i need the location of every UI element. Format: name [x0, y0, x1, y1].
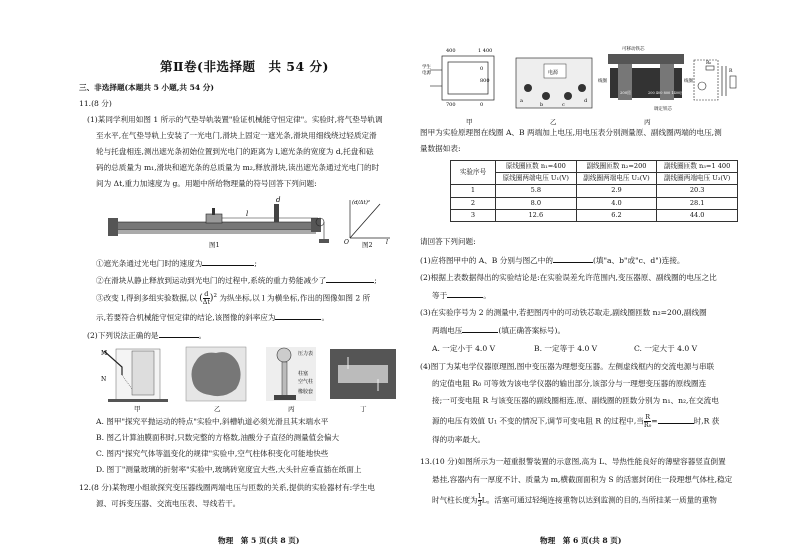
table-row: 3 12.6 6.2 44.0 — [451, 209, 738, 221]
footer-left: 物理 第 5 页(共 8 页) — [218, 536, 300, 545]
svg-text:b: b — [540, 102, 544, 108]
option-d: D. 图丁"测量玻璃的折射率"实验中,玻璃砖宽度宜大些,大头针应垂直插在纸面上 — [96, 465, 362, 474]
question-2-cont: 等于 。 — [432, 291, 491, 300]
picture-ding — [330, 349, 396, 413]
svg-text:调定铁芯: 调定铁芯 — [654, 107, 672, 112]
q11-text-2: 至水平,在气垫导轨上安装了一光电门,滑块上固定一遮光条,滑块用细线绕过轻质定滑 — [96, 131, 377, 140]
table-header: 实验序号 — [451, 161, 496, 185]
svg-text:压力表: 压力表 — [298, 351, 314, 357]
picture-bing — [266, 347, 316, 413]
svg-text:乙: 乙 — [550, 118, 557, 126]
fig1-caption: 图1 — [209, 241, 220, 249]
question-13: 13.(10 分)如图所示为一超重报警装置的示意图,高为 L、导热性能良好的薄壁容器竖直倒置 — [420, 457, 726, 466]
svg-text:M: M — [101, 350, 108, 357]
question-4-line-5: 得的功率最大。 — [432, 435, 486, 444]
figure-ding — [694, 60, 736, 100]
question-4-line-2: 的定值电阻 R₀ 可等效为该电学仪器的输出部分,该部分与一理想变压器的原线圈连 — [432, 379, 707, 388]
answer-blank[interactable] — [202, 257, 254, 266]
svg-text:丁: 丁 — [360, 405, 367, 413]
svg-text:a: a — [520, 98, 523, 104]
q11-heading: 11.(8 分) — [79, 99, 112, 108]
q11-text-4: 码的总质量为 m₁,滑块和遮光条的总质量为 m₂,释放滑块,读出遮光条通过光电门的时 — [96, 163, 380, 172]
svg-text:电源: 电源 — [422, 71, 431, 76]
q11-item-3-cont: 示,若要符合机械能守恒定律的结论,该图像的斜率应为 。 — [96, 313, 330, 322]
svg-text:空气柱: 空气柱 — [298, 379, 314, 385]
table-subheader: 副线圈两端电压 U₂(V) — [576, 173, 657, 185]
option-b: B. 图乙计算油膜面积时,只数完整的方格数,油酸分子直径的测量值会偏大 — [96, 433, 340, 442]
answer-blank[interactable] — [326, 274, 374, 283]
q11-item-3: ③改变 l,得到多组实验数据,以 ( $\frac{d}{\Delta t}$ )$^2$ 为纵坐标,以 l 为横坐标,作出的图像如图 2 所 — [96, 290, 371, 307]
picture-jia — [101, 349, 168, 413]
svg-text:N: N — [101, 376, 107, 383]
svg-text:1 400: 1 400 — [478, 48, 493, 54]
table-row: 2 8.0 4.0 28.1 — [451, 197, 738, 209]
svg-text:0: 0 — [480, 66, 484, 72]
intro-text-2: 量数据如表: — [420, 144, 461, 153]
svg-text:丙: 丙 — [288, 405, 295, 413]
answer-blank[interactable] — [159, 329, 199, 338]
svg-text:R₀: R₀ — [706, 61, 712, 66]
fig2-origin: O — [344, 239, 349, 244]
answer-blank[interactable] — [462, 324, 498, 333]
q11-item-2: ②在滑块从静止释放到运动到光电门的过程中,系统的重力势能减少了 ; — [96, 276, 377, 285]
svg-text:线圈: 线圈 — [598, 79, 607, 84]
svg-text:c: c — [562, 102, 565, 108]
air-track-figure — [96, 194, 336, 246]
experiment-pictures — [98, 345, 398, 413]
graph-figure — [342, 196, 392, 244]
svg-text:柱塞: 柱塞 — [298, 371, 309, 377]
option-c: C. 图丙"探究气体等温变化的规律"实验中,空气柱体积变化可能地快些 — [96, 449, 329, 458]
fraction-d-over-dt: $\frac{d}{\Delta t}$ — [202, 290, 210, 307]
svg-text:线圈: 线圈 — [684, 79, 693, 84]
svg-text:700: 700 — [446, 102, 456, 108]
question-13-line-2: 悬挂,容器内有一厚度不计、质量为 m,横截面面积为 S 的活塞封闭住一段理想气体柱,稳定 — [432, 475, 733, 484]
question-13-line-3: 时气柱长度为 $\frac{1}{3}$ L。活塞可通过轻绳连接重物以达到监测的目的,当所挂某一质量的重物 — [432, 492, 717, 508]
svg-text:d: d — [584, 98, 588, 104]
footer-right: 物理 第 6 页(共 8 页) — [540, 536, 622, 545]
table-subheader: 原线圈两端电压 U₁(V) — [496, 173, 577, 185]
svg-text:学生: 学生 — [422, 65, 431, 70]
q11-text-1: (1)某同学利用如图 1 所示的气垫导轨装置"验证机械能守恒定律"。实验时,将气垫导轨调 — [87, 115, 383, 124]
q3-option-a: A. 一定小于 4.0 V — [432, 344, 496, 353]
answer-intro: 请回答下列问题: — [420, 237, 476, 246]
q12-text-2: 源、可拆变压器、交流电压表、导线若干。 — [96, 499, 241, 508]
question-4: (4)图丁为某电学仪器原理图,图中变压器为理想变压器。左侧虚线框内的交流电源与串联 — [420, 362, 715, 371]
option-a: A. 图甲"探究平抛运动的特点"实验中,斜槽轨道必须光滑且其末端水平 — [96, 417, 329, 426]
q11-text-5: 间为 Δt,重力加速度为 g。用题中所给物理量的符号回答下列问题: — [96, 179, 317, 188]
figure-bing — [598, 45, 693, 126]
svg-text:可移动铁芯: 可移动铁芯 — [622, 47, 645, 52]
right-column — [420, 0, 740, 559]
question-3: (3)在实验序号为 2 的测量中,若把图丙中的可动铁芯取走,副线圈匝数 n₂=200,副线圈 — [420, 308, 707, 317]
fig1-label-d: d — [276, 196, 281, 204]
fig2-xlabel: l — [386, 239, 388, 244]
svg-text:0: 0 — [480, 102, 484, 108]
answer-blank[interactable] — [658, 415, 694, 424]
table-header: 副线圈匝数 n₃=1 400 — [657, 161, 738, 173]
transformer-figures — [422, 42, 740, 130]
question-4-line-4: 源的电压有效值 U₁ 不变的情况下,调节可变电阻 R 的过程中,当 $\frac{R}{\text{R₀}}$ = 时,R 获 — [432, 413, 720, 429]
fraction-r-over-r0: $\frac{R}{\text{R₀}}$ — [643, 413, 652, 429]
svg-text:电源: 电源 — [548, 70, 559, 76]
page-title: 第Ⅱ卷(非选择题 共 54 分) — [160, 59, 329, 74]
table-subheader: 副线圈两端电压 U₃(V) — [657, 173, 738, 185]
left-column — [79, 0, 402, 559]
measurement-table — [450, 160, 738, 222]
svg-text:200 400 800 1400匝: 200 400 800 1400匝 — [648, 91, 684, 95]
svg-text:乙: 乙 — [214, 405, 221, 413]
svg-text:400: 400 — [446, 48, 456, 54]
question-2: (2)根据上表数据得出的实验结论是:在实验误差允许范围内,变压器原、副线圈的电压之比 — [420, 273, 717, 282]
svg-text:丙: 丙 — [644, 118, 651, 126]
q3-option-c: C. 一定大于 4.0 V — [634, 344, 698, 353]
table-header: 原线圈匝数 n₁=400 — [496, 161, 577, 173]
svg-text:甲: 甲 — [466, 118, 473, 126]
answer-blank[interactable] — [553, 254, 593, 263]
q11-part-2: (2)下列说法正确的是 。 — [87, 331, 207, 340]
fraction-one-third: $\frac{1}{3}$ — [477, 492, 482, 508]
fig2-caption: 图2 — [362, 241, 373, 249]
figure-jia — [422, 48, 494, 126]
picture-yi — [186, 347, 246, 413]
section-heading: 三、非选择题(本题共 5 小题,共 54 分) — [79, 83, 214, 92]
svg-text:橡胶套: 橡胶套 — [298, 389, 314, 395]
fig2-ylabel: (d/Δt)² — [352, 200, 371, 206]
table-header: 副线圈匝数 n₂=200 — [576, 161, 657, 173]
q3-option-b: B. 一定等于 4.0 V — [534, 344, 598, 353]
q11-text-3: 轮与托盘相连,测出遮光条初始位置到光电门的距离为 l,遮光条的宽度为 d,托盘和砝 — [96, 147, 374, 156]
question-4-line-3: 接;一可变电阻 R 与该变压器的副线圈相连,原、副线圈的匝数分别为 n₁、n₂,在交流电 — [432, 396, 719, 405]
svg-text:甲: 甲 — [134, 405, 141, 413]
fig1-label-l: l — [246, 210, 249, 218]
table-row: 1 5.8 2.9 20.3 — [451, 185, 738, 197]
intro-text-1: 图甲为实验原理图在线圈 A、B 两端加上电压,用电压表分别测量原、副线圈两端的电压,测 — [420, 128, 722, 137]
q11-item-1: ①遮光条通过光电门时的速度为 ; — [96, 259, 257, 268]
svg-text:800: 800 — [480, 78, 490, 84]
svg-text:R: R — [729, 69, 733, 74]
q12-text-1: 12.(8 分)某物理小组欲探究变压器线圈两端电压与匝数的关系,提供的实验器材有:学生电 — [79, 483, 375, 492]
question-1: (1)应将图甲中的 A、B 分别与图乙中的 (填"a、b"或"c、d")连接。 — [420, 256, 685, 265]
question-3-cont: 两端电压 (填正确答案标号)。 — [432, 326, 566, 335]
answer-blank[interactable] — [447, 289, 483, 298]
svg-text:200匝: 200匝 — [620, 90, 632, 95]
answer-blank[interactable] — [275, 311, 321, 320]
figure-yi — [516, 58, 592, 126]
